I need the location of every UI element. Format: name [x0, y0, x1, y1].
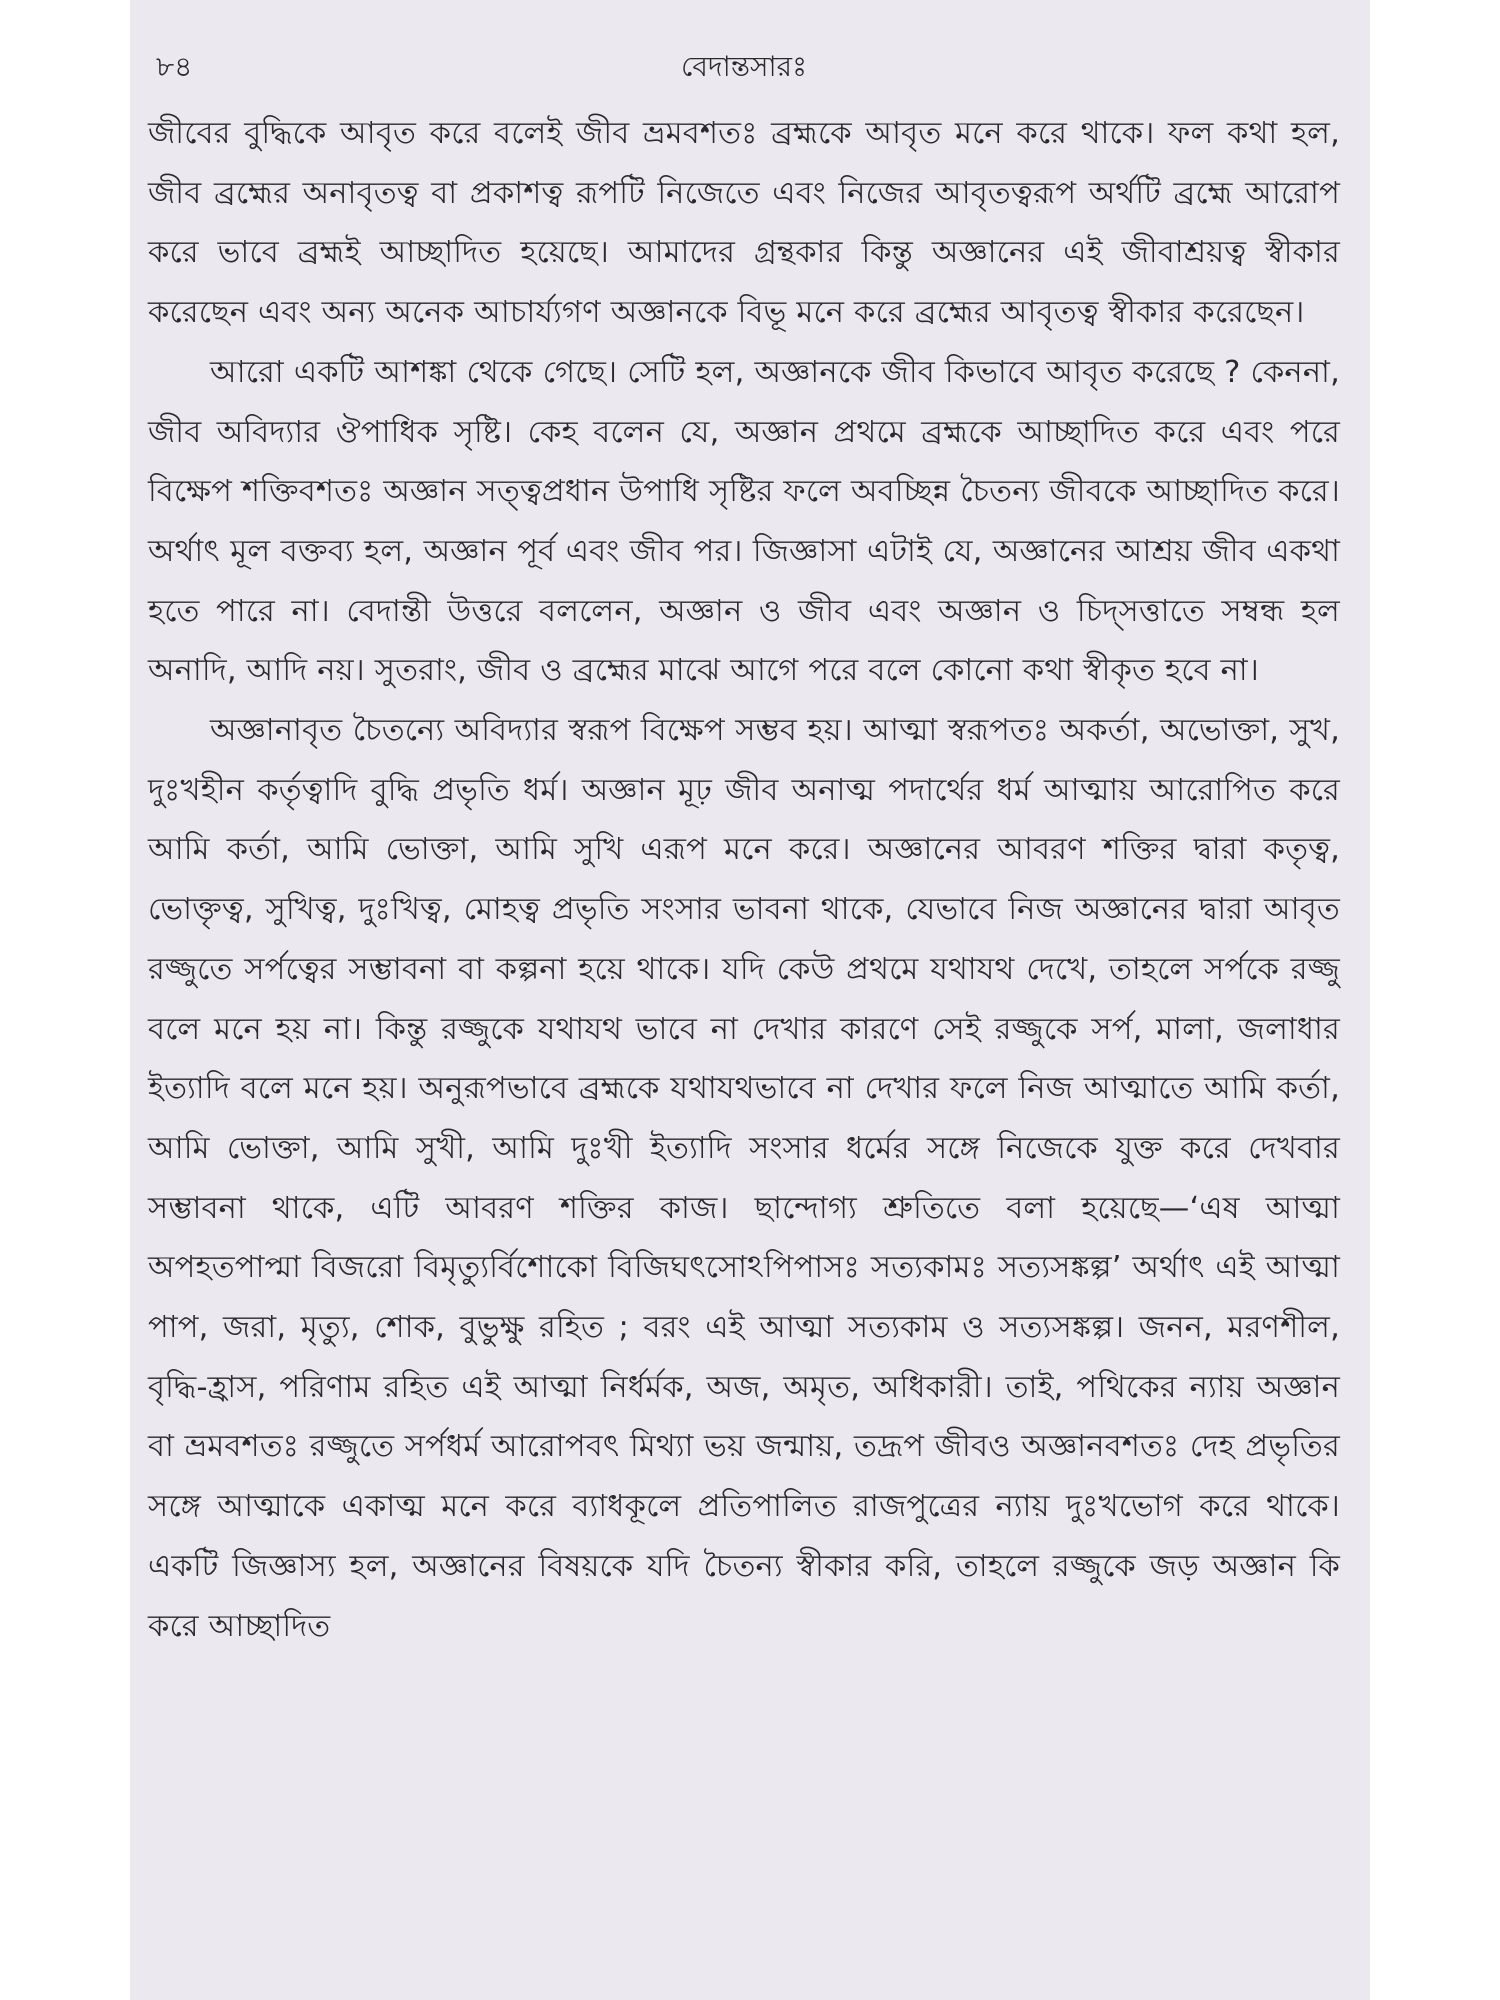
page-number: ৮৪ — [156, 50, 193, 83]
running-title: বেদান্তসারঃ — [680, 50, 808, 83]
paragraph-1: জীবের বুদ্ধিকে আবৃত করে বলেই জীব ভ্রমবশতঃ ব্রহ্মকে আবৃত মনে করে থাকে। ফল কথা হল, জীব ব্রহ্মের অনাবৃতত্ব বা প্রকাশত্ব রূপটি নিজেতে এবং নিজের আবৃতত্বরূপ অর্থটি ব্রহ্মে আরোপ করে ভাবে ব্রহ্মই আচ্ছাদিত হয়েছে। আমাদের গ্রন্থকার কিন্তু অজ্ঞানের এই জীবাশ্রয়ত্ব স্বীকার করেছেন এবং অন্য অনেক আচার্য্যগণ অজ্ঞানকে বিভূ মনে করে ব্রহ্মের আবৃতত্ব স্বীকার করেছেন। — [148, 116, 1340, 331]
paragraph-2: আরো একটি আশঙ্কা থেকে গেছে। সেটি হল, অজ্ঞানকে জীব কিভাবে আবৃত করেছে ? কেননা, জীব অবিদ্যার ঔপাধিক সৃষ্টি। কেহ বলেন যে, অজ্ঞান প্রথমে ব্রহ্মকে আচ্ছাদিত করে এবং পরে বিক্ষেপ শক্তিবশতঃ অজ্ঞান সত্ত্বপ্রধান উপাধি সৃষ্টির ফলে অবচ্ছিন্ন চৈতন্য জীবকে আচ্ছাদিত করে। অর্থাৎ মূল বক্তব্য হল, অজ্ঞান পূর্ব এবং জীব পর। জিজ্ঞাসা এটাই যে, অজ্ঞানের আশ্রয় জীব একথা হতে পারে না। বেদান্তী উত্তরে বললেন, অজ্ঞান ও জীব এবং অজ্ঞান ও চিদ্সত্তাতে সম্বন্ধ হল অনাদি, আদি নয়। সুতরাং, জীব ও ব্রহ্মের মাঝে আগে পরে বলে কোনো কথা স্বীকৃত হবে না। — [148, 354, 1340, 689]
running-head — [148, 38, 1340, 96]
paragraph-3: অজ্ঞানাবৃত চৈতন্যে অবিদ্যার স্বরূপ বিক্ষেপ সম্ভব হয়। আত্মা স্বরূপতঃ অকর্তা, অভোক্তা, সুখ, দুঃখহীন কর্তৃত্বাদি বুদ্ধি প্রভৃতি ধর্ম। অজ্ঞান মূঢ় জীব অনাত্ম পদার্থের ধর্ম আত্মায় আরোপিত করে আমি কর্তা, আমি ভোক্তা, আমি সুখি এরূপ মনে করে। অজ্ঞানের আবরণ শক্তির দ্বারা কতৃত্ব, ভোক্তৃত্ব, সুখিত্ব, দুঃখিত্ব, মোহত্ব প্রভৃতি সংসার ভাবনা থাকে, যেভাবে নিজ অজ্ঞানের দ্বারা আবৃত রজ্জুতে সর্পত্বের সম্ভাবনা বা কল্পনা হয়ে থাকে। যদি কেউ প্রথমে যথাযথ দেখে, তাহলে সর্পকে রজ্জু বলে মনে হয় না। কিন্তু রজ্জুকে যথাযথ ভাবে না দেখার কারণে সেই রজ্জুকে সর্প, মালা, জলাধার ইত্যাদি বলে মনে হয়। অনুরূপভাবে ব্রহ্মকে যথাযথভাবে না দেখার ফলে নিজ আত্মাতে আমি কর্তা, আমি ভোক্তা, আমি সুখী, আমি দুঃখী ইত্যাদি সংসার ধর্মের সঙ্গে নিজেকে যুক্ত করে দেখবার সম্ভাবনা থাকে, এটি আবরণ শক্তির কাজ। ছান্দোগ্য শ্রুতিতে বলা হয়েছে—‘এষ আত্মা অপহতপাপ্মা বিজরো বিমৃত্যুর্বিশোকো বিজিঘৎসোঽপিপাসঃ সত্যকামঃ সত্যসঙ্কল্প’ অর্থাৎ এই আত্মা পাপ, জরা, মৃত্যু, শোক, বুভুক্ষু রহিত ; বরং এই আত্মা সত্যকাম ও সত্যসঙ্কল্প। জনন, মরণশীল, বৃদ্ধি-হ্রাস, পরিণাম রহিত এই আত্মা নির্ধর্মক, অজ, অমৃত, অধিকারী। তাই, পথিকের ন্যায় অজ্ঞান বা ভ্রমবশতঃ রজ্জুতে সর্পধর্ম আরোপবৎ মিথ্যা ভয় জন্মায়, তদ্রূপ জীবও অজ্ঞানবশতঃ দেহ প্রভৃতির সঙ্গে আত্মাকে একাত্ম মনে করে ব্যাধকূলে প্রতিপালিত রাজপুত্রের ন্যায় দুঃখভোগ করে থাকে। একটি জিজ্ঞাস্য হল, অজ্ঞানের বিষয়কে যদি চৈতন্য স্বীকার করি, তাহলে রজ্জুকে জড় অজ্ঞান কি করে আচ্ছাদিত — [148, 713, 1340, 1644]
body-text — [148, 104, 1340, 1656]
book-page — [130, 0, 1370, 2000]
